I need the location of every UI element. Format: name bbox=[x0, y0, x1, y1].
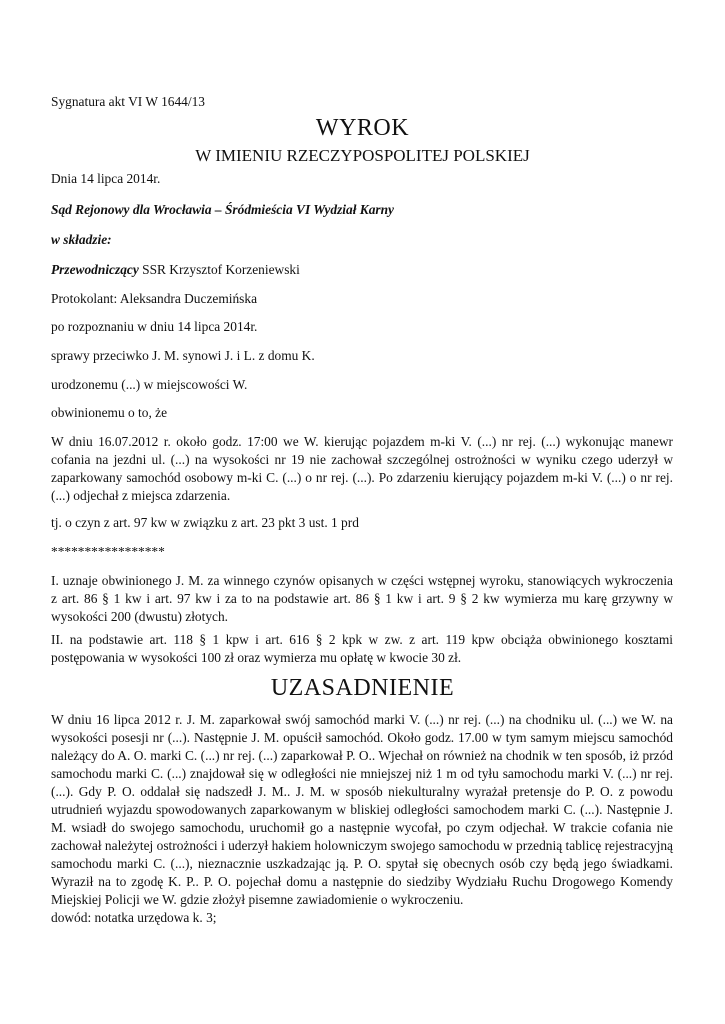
judgment-title: WYROK bbox=[315, 115, 410, 141]
verdict-point-2: II. na podstawie art. 118 § 1 kpw i art. 616 § 2 kpk w zw. z art. 119 kpw obciąża obwinionego kosztami postępowania w wysokości 100 zł oraz wymierza mu opłatę w kwocie 30 zł. bbox=[51, 632, 673, 665]
legal-basis-line: tj. o czyn z art. 97 kw w związku z art. 23 pkt 3 ust. 1 prd bbox=[51, 515, 359, 530]
verdict-point-1: I. uznaje obwinionego J. M. za winnego czynów opisanych w części wstępnej wyroku, stanowiących wykroczenia z art. 86 § 1 kw i art. 97 kw i za to na podstawie art. 86 § 1 kw i art. 9 § 2 kw wymierza mu karę grzywny w wysokości 200 (dwustu) złotych. bbox=[51, 573, 673, 624]
case-signature: Sygnatura akt VI W 1644/13 bbox=[51, 94, 205, 109]
judgment-subtitle: W IMIENIU RZECZYPOSPOLITEJ POLSKIEJ bbox=[195, 146, 530, 165]
charge-paragraph: W dniu 16.07.2012 r. około godz. 17:00 we W. kierując pojazdem m-ki V. (...) nr rej. (...) wykonując manewr cofania na jezdni ul. (...) na wysokości nr 19 nie zachował szczególnej ostrożności w wyniku czego uderzył w zaparkowany samochód osobowy m-ki C. (...) o nr rej. (...). Po zdarzeniu kierujący pojazdem m-ki V. (...) o nr rej. (...) odjechał z miejsca zdarzenia. bbox=[51, 434, 673, 503]
date-line: Dnia 14 lipca 2014r. bbox=[51, 171, 161, 186]
case-against-line: sprawy przeciwko J. M. synowi J. i L. z domu K. bbox=[51, 348, 315, 363]
justification-heading: UZASADNIENIE bbox=[270, 675, 455, 701]
separator-line: ***************** bbox=[51, 544, 165, 559]
presiding-label: Przewodniczący bbox=[51, 262, 139, 277]
accused-of-line: obwinionemu o to, że bbox=[51, 405, 168, 420]
composition-label: w składzie: bbox=[51, 232, 112, 247]
evidence-line: dowód: notatka urzędowa k. 3; bbox=[51, 910, 217, 925]
hearing-line: po rozpoznaniu w dniu 14 lipca 2014r. bbox=[51, 319, 258, 334]
presiding-judge bbox=[51, 261, 300, 279]
born-line: urodzonemu (...) w miejscowości W. bbox=[51, 377, 248, 392]
presiding-name: SSR Krzysztof Korzeniewski bbox=[138, 262, 300, 277]
clerk-line: Protokolant: Aleksandra Duczemińska bbox=[51, 291, 258, 306]
justification-paragraph: W dniu 16 lipca 2012 r. J. M. zaparkował swój samochód marki V. (...) nr rej. (...) na chodniku ul. (...) we W. na wysokości posesji nr (...). Następnie J. M. opuścił samochód. Około godz. 17.00 w tym samym miejscu samochód należący do A. O. marki C. (...) nr rej. (...) zaparkował P. O.. Wjechał on również na chodnik w ten sposób, iż przód samochodu marki C. (...) znajdował się w odległości nie mniejszej niż 1 m od tyłu samochodu marki V. (...) nr rej. (...). Gdy P. O. oddalał się nadszedł J. M.. J. M. w sposób niekulturalny wyrażał pretensje do P. O. z powodu utrudnień wyjazdu spowodowanych zaparkowanym w bliskiej odległości samochodem marki C. (...). Następnie J. M. wsiadł do swojego samochodu, uruchomił go a następnie wycofał, po czym odjechał. W trakcie cofania nie zachował należytej ostrożności i uderzył hakiem holowniczym swojego samochodu w przednią tablicę rejestracyjną samochodu marki C. (...), nieznacznie uszkadzając ją. P. O. spytał się obecnych osób czy będą jego świadkami. Wyraził na to zgodę K. P.. P. O. pojechał domu a następnie do siedziby Wydziału Ruchu Drogowego Komendy Miejskiej Policji we W. gdzie złożył pisemne zawiadomienie o wykroczeniu. bbox=[51, 712, 673, 907]
court-name: Sąd Rejonowy dla Wrocławia – Śródmieścia VI Wydział Karny bbox=[51, 202, 394, 217]
